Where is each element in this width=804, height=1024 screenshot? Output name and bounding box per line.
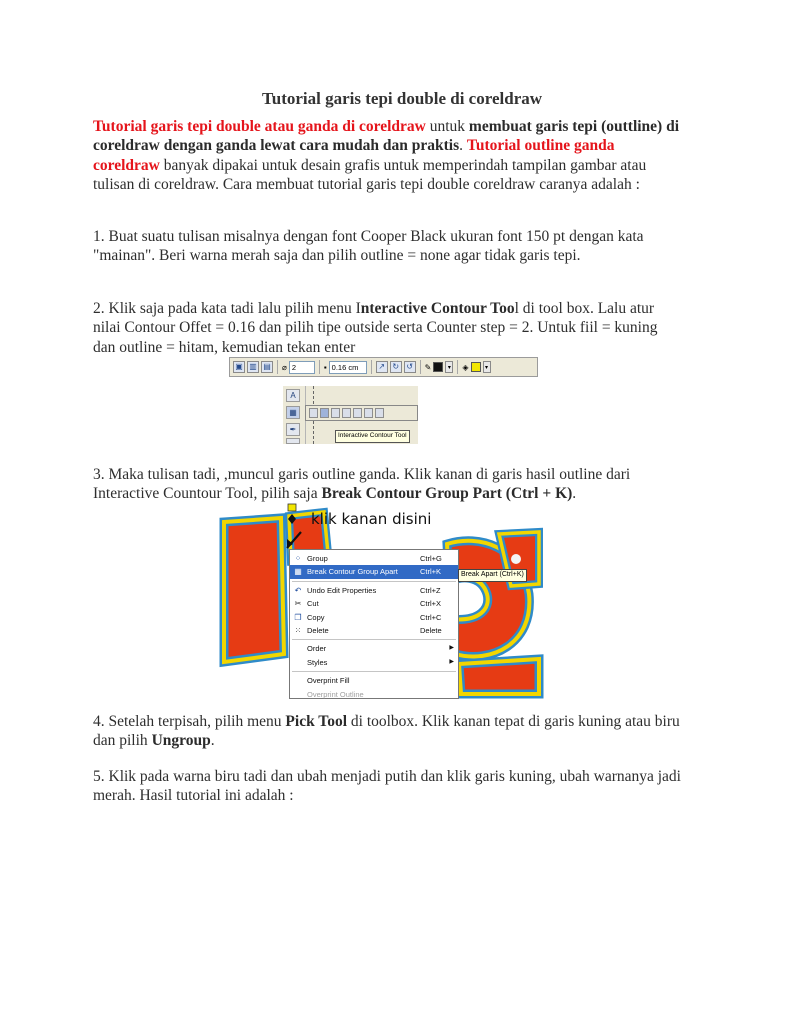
step-3-text-c: .	[572, 485, 577, 503]
step-2-text-c: l di tool box. Lalu atur nilai Contour Offet = 0.16 dan pilih tipe outside serta Counter step = 2. Untuk fiil = kuning dan outline = hitam, kemudian tekan enter	[93, 300, 658, 356]
step-2-text-a: 2. Klik saja pada kata tadi lalu pilih menu I	[93, 300, 361, 317]
submenu-arrow-icon: ▶	[449, 645, 454, 652]
group-icon: ⁘	[294, 554, 302, 563]
undo-icon: ↶	[294, 585, 302, 595]
intro-text-2: .	[459, 137, 467, 155]
menu-item-shortcut: Ctrl+Z	[420, 585, 441, 595]
step-4-text-c: di toolbox. Klik kanan tepat di garis kuning atau biru dan pilih	[93, 713, 680, 750]
step-4	[93, 712, 683, 751]
break-apart-tooltip: Break Apart (Ctrl+K)	[458, 569, 527, 582]
scissors-icon: ✂	[294, 599, 302, 609]
menu-item-overprint-fill[interactable]	[290, 674, 458, 687]
callout-label: klik kanan disini	[311, 510, 432, 528]
copy-icon: ❐	[294, 612, 302, 622]
outline-pen-icon: ✎	[424, 362, 432, 372]
interactive-tools-flyout	[305, 405, 418, 421]
menu-item-delete[interactable]	[290, 624, 458, 637]
steps-icon: ⌀	[282, 362, 287, 372]
submenu-arrow-icon: ▶	[449, 658, 454, 665]
menu-item-label: Styles	[307, 657, 328, 667]
menu-item-shortcut: Ctrl+G	[420, 554, 442, 563]
toolbar-separator	[457, 360, 458, 374]
interactive-tool-icon[interactable]: ▦	[286, 406, 300, 419]
menu-item-label: Undo Edit Properties	[307, 585, 377, 595]
inside-contour-icon[interactable]: ▣	[233, 361, 245, 373]
menu-separator	[292, 671, 456, 672]
step-4-text-e: .	[210, 732, 215, 750]
envelope-tool-icon[interactable]	[353, 408, 362, 418]
intro-link-2[interactable]: Tutorial outline ganda coreldraw	[93, 137, 615, 174]
offset-icon: ▪	[323, 362, 327, 372]
intro-bold-text: membuat garis tepi (outtline) di coreldraw dengan ganda lewat cara mudah dan praktis	[93, 118, 680, 155]
menu-separator	[292, 639, 456, 640]
drop-shadow-tool-icon[interactable]	[342, 408, 351, 418]
menu-item-copy[interactable]	[290, 611, 458, 624]
transparency-tool-icon[interactable]	[375, 408, 384, 418]
menu-item-break-contour-group-apart[interactable]	[290, 565, 458, 578]
distort-tool-icon[interactable]	[331, 408, 340, 418]
menu-item-overprint-outline	[290, 688, 458, 701]
step-2	[93, 299, 683, 357]
toolbox-column	[283, 386, 306, 444]
intro-text-1: untuk	[425, 118, 469, 135]
menu-item-label: Copy	[307, 612, 325, 622]
step-3-command: Break Contour Group Part (Ctrl + K)	[321, 485, 573, 503]
context-menu-screenshot	[229, 504, 539, 699]
toolbox-flyout-screenshot	[283, 386, 418, 444]
eyedropper-tool-icon[interactable]: ✒	[286, 423, 300, 436]
node-handle[interactable]	[288, 504, 296, 511]
break-apart-icon: ▦	[294, 567, 302, 577]
contour-steps-input[interactable]: 2	[289, 361, 315, 374]
menu-item-shortcut: Delete	[420, 625, 442, 635]
delete-icon: ⁙	[294, 625, 302, 635]
intro-text-3: banyak dipakai untuk desain grafis untuk memperindah tampilan gambar atau tulisan di coreldraw. Cara membuat tutorial garis tepi double coreldraw caranya adalah :	[93, 156, 647, 194]
menu-item-label: Cut	[307, 599, 319, 609]
menu-item-label: Group	[307, 554, 328, 563]
step-1: 1. Buat suatu tulisan misalnya dengan font Cooper Black ukuran font 150 pt dengan kata "mainan". Beri warna merah saja dan pilih outline = none agar tidak garis tepi.	[93, 228, 644, 265]
extrude-tool-icon[interactable]	[364, 408, 373, 418]
clockwise-color-icon[interactable]: ↻	[390, 361, 402, 373]
step-4-text-a: 4. Setelah terpisah, pilih menu	[93, 713, 286, 730]
fill-bucket-icon: ◈	[462, 362, 469, 372]
linear-color-icon[interactable]: ↗	[376, 361, 388, 373]
menu-item-label: Overprint Outline	[307, 689, 364, 699]
outline-color-swatch[interactable]	[433, 362, 443, 372]
menu-separator	[292, 581, 456, 582]
fill-color-dropdown-icon[interactable]: ▾	[483, 361, 491, 373]
toolbar-separator	[420, 360, 421, 374]
menu-item-label: Order	[307, 644, 327, 654]
menu-item-shortcut: Ctrl+K	[420, 567, 442, 577]
fill-color-swatch[interactable]	[471, 362, 481, 372]
intro-paragraph	[93, 117, 683, 195]
step-3-text-a: 3. Maka tulisan tadi, ,muncul garis outline ganda. Klik kanan di garis hasil outline dari Interactive Countour Tool, pilih saja	[93, 466, 631, 503]
menu-item-order[interactable]	[290, 642, 458, 655]
counterclockwise-color-icon[interactable]: ↺	[404, 361, 416, 373]
center-contour-icon[interactable]: ▥	[247, 361, 259, 373]
menu-item-group[interactable]	[290, 552, 458, 565]
context-menu	[289, 549, 459, 699]
menu-item-shortcut: Ctrl+C	[420, 612, 442, 622]
menu-item-label: Break Contour Group Apart	[307, 567, 398, 577]
toolbar-separator	[277, 360, 278, 374]
step-5: 5. Klik pada warna biru tadi dan ubah menjadi putih dan klik garis kuning, ubah warnanya jadi merah. Hasil tutorial ini adalah :	[93, 768, 681, 805]
menu-item-cut[interactable]	[290, 597, 458, 610]
step-2-tool-name: nteractive Contour Too	[360, 300, 515, 317]
step-4-tool-name: Pick Tool	[285, 713, 348, 730]
contour-offset-input[interactable]: 0.16 cm	[329, 361, 367, 374]
menu-item-label: Overprint Fill	[307, 676, 350, 686]
toolbar-separator	[371, 360, 372, 374]
intro-link-1[interactable]: Tutorial garis tepi double atau ganda di coreldraw	[93, 118, 426, 135]
contour-tool-tooltip: Interactive Contour Tool	[335, 430, 410, 443]
toolbar-separator	[319, 360, 320, 374]
step-4-command: Ungroup	[151, 732, 211, 750]
outside-contour-icon[interactable]: ▤	[261, 361, 273, 373]
contour-tool-icon[interactable]	[320, 408, 329, 418]
fill-tool-icon[interactable]	[286, 438, 300, 444]
menu-item-undo-edit-properties[interactable]	[290, 584, 458, 597]
menu-item-shortcut: Ctrl+X	[420, 599, 442, 609]
step-3	[93, 465, 683, 504]
blend-tool-icon[interactable]	[309, 408, 318, 418]
text-tool-icon[interactable]: A	[286, 389, 300, 402]
contour-property-bar	[229, 357, 538, 377]
page-title: Tutorial garis tepi double di coreldraw	[261, 89, 543, 108]
menu-item-styles[interactable]	[290, 656, 458, 669]
outline-color-dropdown-icon[interactable]: ▾	[445, 361, 453, 373]
menu-item-label: Delete	[307, 625, 329, 635]
